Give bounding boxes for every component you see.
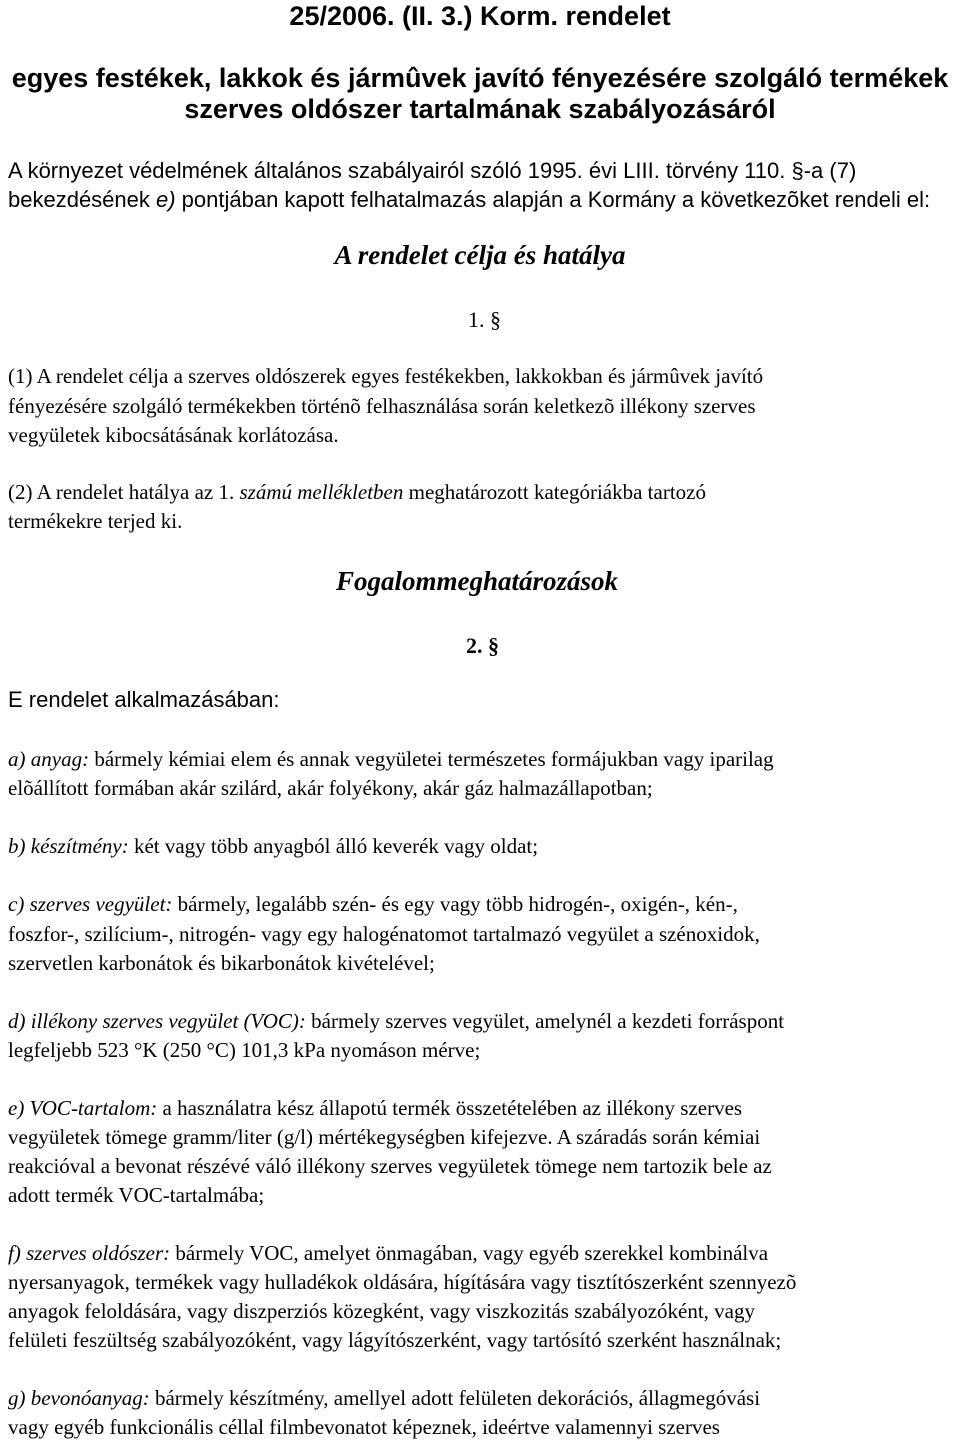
definition-e-line-2: vegyületek tömege gramm/liter (g/l) mértékegységben kifejezve. A száradás során kémiai xyxy=(8,1125,761,1149)
definition-term: e) VOC-tartalom: xyxy=(8,1096,158,1120)
definition-f-line-2: nyersanyagok, termékek vagy hulladékok oldására, hígítására vagy tisztítószerként szennyezõ xyxy=(8,1270,797,1294)
definition-e-line-3: reakcióval a bevonat részévé váló illékony szerves vegyületek tömege nem tartozik bele az xyxy=(8,1154,772,1178)
definition-term: f) szerves oldószer: xyxy=(8,1241,171,1265)
definition-a-line-1: a) anyag: bármely kémiai elem és annak vegyületei természetes formájukban vagy iparilag xyxy=(8,747,774,771)
definition-f-line-4: felületi feszültség szabályozóként, vagy lágyítószerként, vagy tartósító szerként használnak; xyxy=(8,1328,782,1352)
definition-term: d) illékony szerves vegyület (VOC): xyxy=(8,1009,306,1033)
preamble-line-1: A környezet védelmének általános szabályairól szóló 1995. évi LIII. törvény 110. §-a (7) xyxy=(8,158,857,183)
definition-term: b) készítmény: xyxy=(8,834,129,858)
paragraph-number-1: 1. § xyxy=(468,307,501,332)
definition-e-line-1: e) VOC-tartalom: a használatra kész állapotú termék összetételében az illékony szerves xyxy=(8,1096,743,1120)
definition-e-line-4: adott termék VOC-tartalmába; xyxy=(8,1183,265,1207)
definition-d-line-2: legfeljebb 523 °K (250 °C) 101,3 kPa nyomáson mérve; xyxy=(8,1038,481,1062)
document-title: 25/2006. (II. 3.) Korm. rendelet xyxy=(289,1,671,31)
preamble-line-2: bekezdésének e) pontjában kapott felhatalmazás alapján a Kormány a következõket rendeli el: xyxy=(8,187,931,212)
definition-g-line-1: g) bevonóanyag: bármely készítmény, amellyel adott felületen dekorációs, állagmegóvási xyxy=(8,1386,761,1410)
section1-p1-line-2: fényezésére szolgáló termékekben történõ felhasználása során keletkezõ illékony szerves xyxy=(8,394,756,418)
definition-c-line-3: szervetlen karbonátok és bikarbonátok kivételével; xyxy=(8,951,435,975)
section1-p2-line-2: termékekre terjed ki. xyxy=(8,509,183,533)
section1-p2-line-1: (2) A rendelet hatálya az 1. számú mellékletben meghatározott kategóriákba tartozó xyxy=(8,480,706,504)
definition-b-line-1: b) készítmény: két vagy több anyagból álló keverék vagy oldat; xyxy=(8,834,539,858)
definition-c-line-1: c) szerves vegyület: bármely, legalább szén- és egy vagy több hidrogén-, oxigén-, kén-, xyxy=(8,892,738,916)
section-heading-definitions: Fogalommeghatározások xyxy=(336,566,619,596)
definition-term: a) anyag: xyxy=(8,747,90,771)
definition-term: c) szerves vegyület: xyxy=(8,892,173,916)
definition-term: g) bevonóanyag: xyxy=(8,1386,150,1410)
section-heading-purpose: A rendelet célja és hatálya xyxy=(334,240,626,270)
definition-c-line-2: foszfor-, szilícium-, nitrogén- vagy egy halogénatomot tartalmazó vegyület a szénoxidok, xyxy=(8,922,760,946)
definition-a-line-2: elõállított formában akár szilárd, akár folyékony, akár gáz halmazállapotban; xyxy=(8,776,653,800)
definition-d-line-1: d) illékony szerves vegyület (VOC): bármely szerves vegyület, amelynél a kezdeti forráspont xyxy=(8,1009,785,1033)
paragraph-number-2: 2. § xyxy=(466,633,499,658)
definition-g-line-2: vagy egyéb funkcionális céllal filmbevonatot képeznek, ideértve valamennyi szerves xyxy=(8,1415,720,1439)
definition-f-line-3: anyagok feloldására, vagy diszperziós közegként, vagy viszkozitás szabályozóként, vagy xyxy=(8,1299,755,1323)
definitions-intro: E rendelet alkalmazásában: xyxy=(8,687,280,712)
definition-f-line-1: f) szerves oldószer: bármely VOC, amelyet önmagában, vagy egyéb szerekkel kombinálva xyxy=(8,1241,769,1265)
section1-p1-line-1: (1) A rendelet célja a szerves oldószerek egyes festékekben, lakkokban és jármûvek javító xyxy=(8,364,764,388)
document-subtitle-line-2: szerves oldószer tartalmának szabályozásáról xyxy=(184,94,776,124)
document-subtitle-line-1: egyes festékek, lakkok és jármûvek javító fényezésére szolgáló termékek xyxy=(11,63,949,93)
section1-p1-line-3: vegyületek kibocsátásának korlátozása. xyxy=(8,423,339,447)
